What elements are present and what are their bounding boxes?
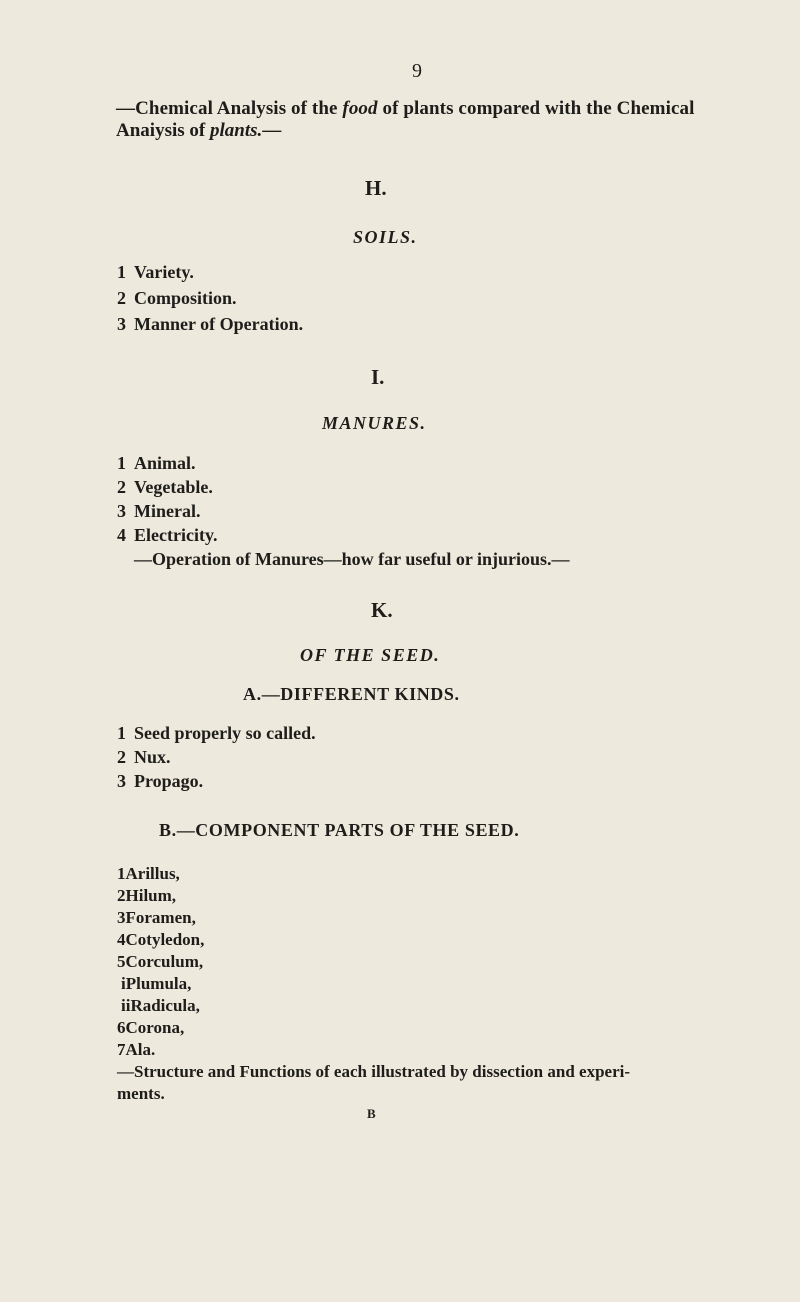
- list-item: 3 Mineral.: [117, 501, 201, 521]
- seed-note-line-2: ments.: [117, 1084, 165, 1103]
- subsection-a-heading: A.—DIFFERENT KINDS.: [243, 684, 460, 704]
- sub-list-item: iiRadicula,: [121, 996, 200, 1015]
- list-item: 3Foramen,: [117, 908, 196, 927]
- list-item: 1 Variety.: [117, 262, 194, 282]
- plants-word: plants.: [209, 120, 263, 141]
- section-k-title: OF THE SEED.: [300, 645, 441, 665]
- intro-line-2: Anaiysis of plants.—: [116, 120, 282, 141]
- signature-mark: B: [367, 1106, 376, 1121]
- list-item: 7Ala.: [117, 1040, 156, 1059]
- seed-note-line-1: —Structure and Functions of each illustrated by dissection and experi-: [117, 1062, 631, 1081]
- list-item: 2 Nux.: [117, 747, 171, 767]
- list-item: 2 Composition.: [117, 288, 237, 308]
- page-number: 9: [412, 60, 422, 82]
- list-item: 1 Animal.: [117, 453, 196, 473]
- sub-list-item: iPlumula,: [121, 974, 192, 993]
- section-h-title: SOILS.: [353, 227, 418, 247]
- list-item: 2Hilum,: [117, 886, 177, 905]
- list-item: 3 Propago.: [117, 771, 204, 791]
- section-i-title: MANURES.: [322, 413, 427, 433]
- intro-line-1: —Chemical Analysis of the food of plants compared with the Chemical: [116, 98, 695, 119]
- list-item: 1 Seed properly so called.: [117, 723, 316, 743]
- section-h-letter: H.: [365, 176, 387, 200]
- section-k-letter: K.: [371, 598, 393, 622]
- list-item: 3 Manner of Operation.: [117, 314, 304, 334]
- list-item: 4Cotyledon,: [117, 930, 205, 949]
- manures-note: —Operation of Manures—how far useful or injurious.—: [134, 549, 570, 569]
- food-word: food: [342, 98, 378, 119]
- list-item: 5Corculum,: [117, 952, 204, 971]
- subsection-b-heading: B.—COMPONENT PARTS OF THE SEED.: [159, 820, 520, 840]
- section-i-letter: I.: [371, 365, 385, 389]
- list-item: 1Arillus,: [117, 864, 180, 883]
- list-item: 4 Electricity.: [117, 525, 218, 545]
- list-item: 6Corona,: [117, 1018, 185, 1037]
- list-item: 2 Vegetable.: [117, 477, 213, 497]
